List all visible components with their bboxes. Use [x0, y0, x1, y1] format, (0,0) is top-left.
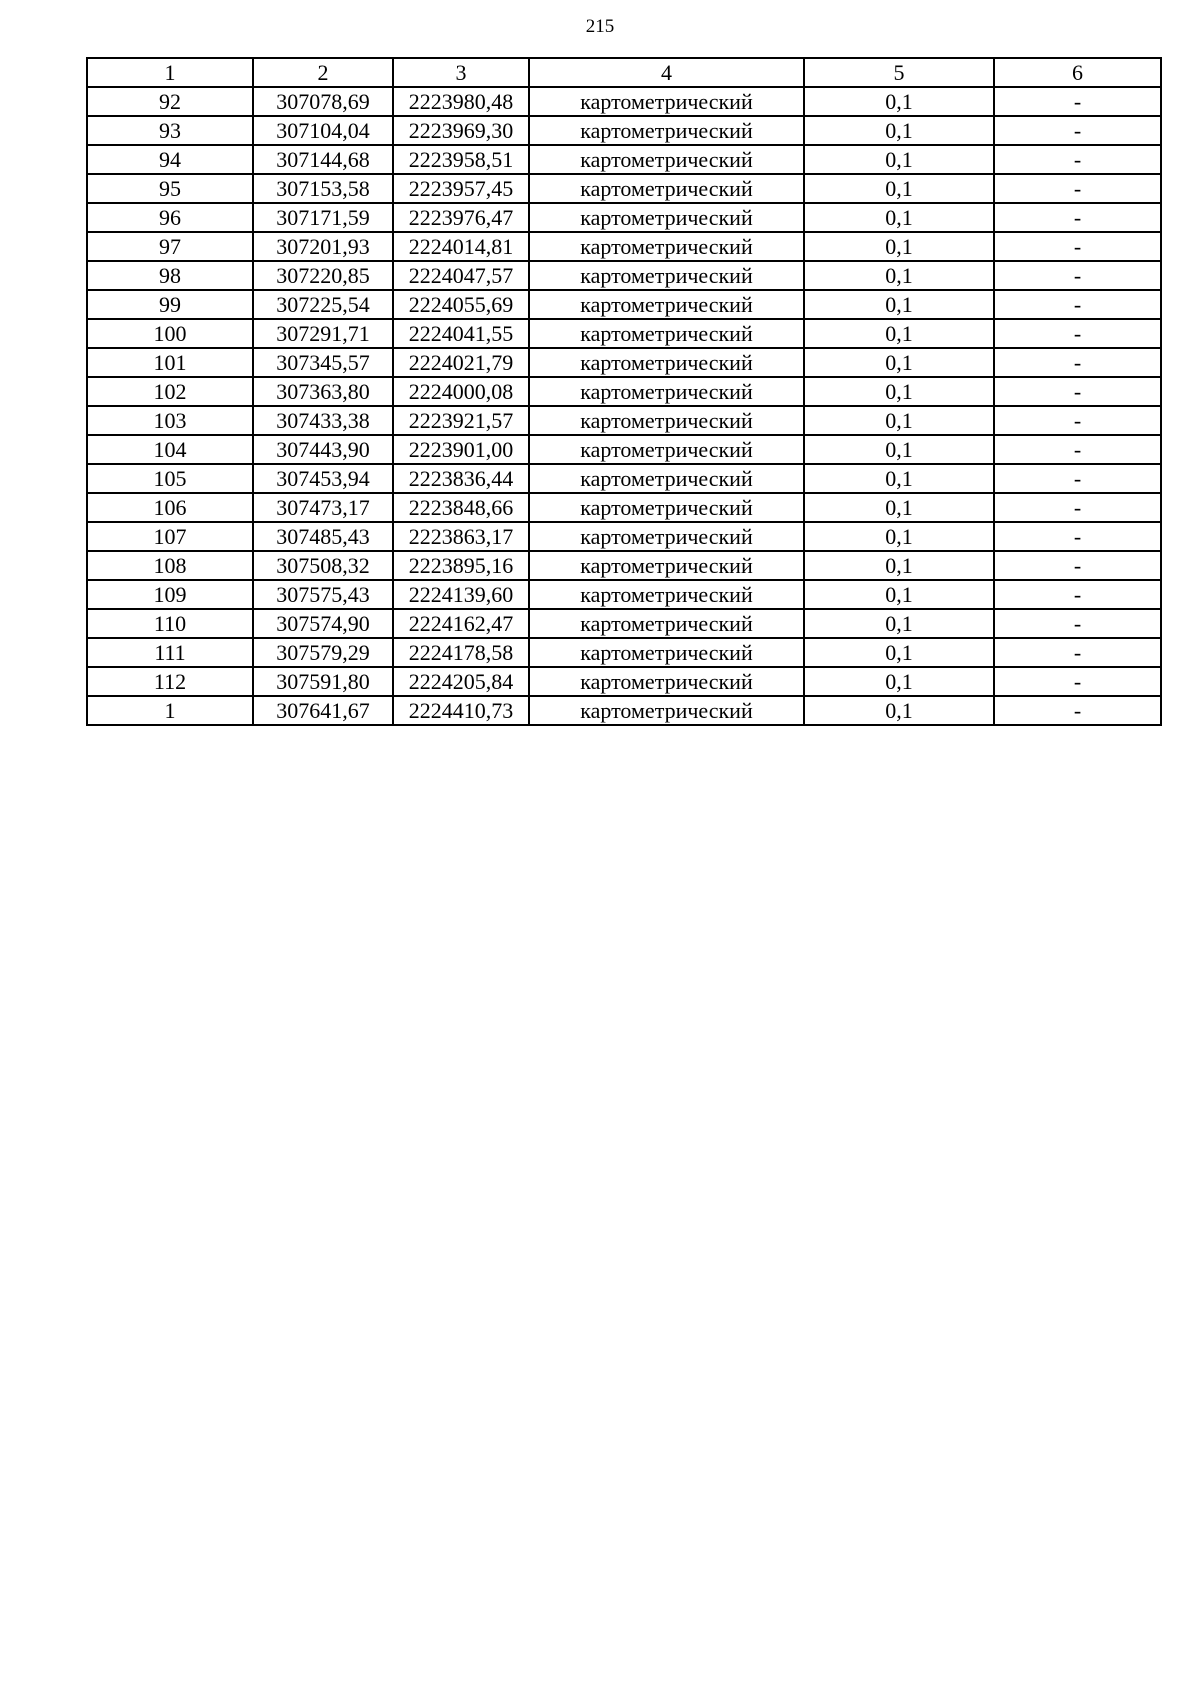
point-number-cell: 105	[87, 464, 253, 493]
column-header: 3	[393, 58, 529, 87]
note-cell: -	[994, 435, 1161, 464]
table-row	[87, 406, 1161, 435]
x-coordinate-cell: 307443,90	[253, 435, 393, 464]
accuracy-cell: 0,1	[804, 232, 994, 261]
table-row	[87, 261, 1161, 290]
point-number-cell: 109	[87, 580, 253, 609]
table-row	[87, 464, 1161, 493]
table-header-row	[87, 58, 1161, 87]
accuracy-cell: 0,1	[804, 522, 994, 551]
method-cell: картометрический	[529, 319, 804, 348]
x-coordinate-cell: 307641,67	[253, 696, 393, 725]
y-coordinate-cell: 2224178,58	[393, 638, 529, 667]
point-number-cell: 108	[87, 551, 253, 580]
coordinates-table	[86, 57, 1162, 726]
point-number-cell: 104	[87, 435, 253, 464]
table-row	[87, 174, 1161, 203]
method-cell: картометрический	[529, 203, 804, 232]
point-number-cell: 106	[87, 493, 253, 522]
table-row	[87, 348, 1161, 377]
method-cell: картометрический	[529, 522, 804, 551]
method-cell: картометрический	[529, 290, 804, 319]
note-cell: -	[994, 116, 1161, 145]
table-row	[87, 290, 1161, 319]
note-cell: -	[994, 203, 1161, 232]
table-row	[87, 377, 1161, 406]
note-cell: -	[994, 580, 1161, 609]
y-coordinate-cell: 2223958,51	[393, 145, 529, 174]
method-cell: картометрический	[529, 377, 804, 406]
y-coordinate-cell: 2224205,84	[393, 667, 529, 696]
point-number-cell: 112	[87, 667, 253, 696]
y-coordinate-cell: 2223848,66	[393, 493, 529, 522]
y-coordinate-cell: 2223863,17	[393, 522, 529, 551]
accuracy-cell: 0,1	[804, 696, 994, 725]
x-coordinate-cell: 307225,54	[253, 290, 393, 319]
y-coordinate-cell: 2224055,69	[393, 290, 529, 319]
method-cell: картометрический	[529, 348, 804, 377]
point-number-cell: 96	[87, 203, 253, 232]
x-coordinate-cell: 307473,17	[253, 493, 393, 522]
point-number-cell: 1	[87, 696, 253, 725]
method-cell: картометрический	[529, 174, 804, 203]
x-coordinate-cell: 307078,69	[253, 87, 393, 116]
x-coordinate-cell: 307345,57	[253, 348, 393, 377]
accuracy-cell: 0,1	[804, 638, 994, 667]
point-number-cell: 102	[87, 377, 253, 406]
x-coordinate-cell: 307363,80	[253, 377, 393, 406]
point-number-cell: 100	[87, 319, 253, 348]
point-number-cell: 107	[87, 522, 253, 551]
coordinates-table-body	[87, 58, 1161, 725]
note-cell: -	[994, 696, 1161, 725]
table-row	[87, 609, 1161, 638]
note-cell: -	[994, 87, 1161, 116]
accuracy-cell: 0,1	[804, 667, 994, 696]
method-cell: картометрический	[529, 261, 804, 290]
y-coordinate-cell: 2223901,00	[393, 435, 529, 464]
point-number-cell: 97	[87, 232, 253, 261]
x-coordinate-cell: 307591,80	[253, 667, 393, 696]
table-row	[87, 116, 1161, 145]
x-coordinate-cell: 307579,29	[253, 638, 393, 667]
x-coordinate-cell: 307201,93	[253, 232, 393, 261]
column-header: 6	[994, 58, 1161, 87]
x-coordinate-cell: 307291,71	[253, 319, 393, 348]
y-coordinate-cell: 2224041,55	[393, 319, 529, 348]
point-number-cell: 92	[87, 87, 253, 116]
point-number-cell: 98	[87, 261, 253, 290]
point-number-cell: 95	[87, 174, 253, 203]
column-header: 1	[87, 58, 253, 87]
method-cell: картометрический	[529, 406, 804, 435]
table-row	[87, 551, 1161, 580]
table-row	[87, 580, 1161, 609]
y-coordinate-cell: 2224021,79	[393, 348, 529, 377]
method-cell: картометрический	[529, 464, 804, 493]
x-coordinate-cell: 307433,38	[253, 406, 393, 435]
x-coordinate-cell: 307508,32	[253, 551, 393, 580]
point-number-cell: 111	[87, 638, 253, 667]
method-cell: картометрический	[529, 145, 804, 174]
x-coordinate-cell: 307485,43	[253, 522, 393, 551]
accuracy-cell: 0,1	[804, 580, 994, 609]
accuracy-cell: 0,1	[804, 551, 994, 580]
table-row	[87, 435, 1161, 464]
note-cell: -	[994, 551, 1161, 580]
method-cell: картометрический	[529, 609, 804, 638]
column-header: 4	[529, 58, 804, 87]
method-cell: картометрический	[529, 696, 804, 725]
column-header: 2	[253, 58, 393, 87]
accuracy-cell: 0,1	[804, 377, 994, 406]
note-cell: -	[994, 145, 1161, 174]
accuracy-cell: 0,1	[804, 290, 994, 319]
y-coordinate-cell: 2223980,48	[393, 87, 529, 116]
method-cell: картометрический	[529, 493, 804, 522]
column-header: 5	[804, 58, 994, 87]
accuracy-cell: 0,1	[804, 145, 994, 174]
point-number-cell: 93	[87, 116, 253, 145]
table-row	[87, 696, 1161, 725]
y-coordinate-cell: 2224410,73	[393, 696, 529, 725]
x-coordinate-cell: 307220,85	[253, 261, 393, 290]
method-cell: картометрический	[529, 551, 804, 580]
method-cell: картометрический	[529, 638, 804, 667]
y-coordinate-cell: 2224047,57	[393, 261, 529, 290]
accuracy-cell: 0,1	[804, 348, 994, 377]
accuracy-cell: 0,1	[804, 435, 994, 464]
accuracy-cell: 0,1	[804, 203, 994, 232]
note-cell: -	[994, 319, 1161, 348]
table-row	[87, 493, 1161, 522]
y-coordinate-cell: 2224000,08	[393, 377, 529, 406]
accuracy-cell: 0,1	[804, 116, 994, 145]
y-coordinate-cell: 2223921,57	[393, 406, 529, 435]
x-coordinate-cell: 307574,90	[253, 609, 393, 638]
note-cell: -	[994, 232, 1161, 261]
x-coordinate-cell: 307575,43	[253, 580, 393, 609]
note-cell: -	[994, 609, 1161, 638]
point-number-cell: 110	[87, 609, 253, 638]
accuracy-cell: 0,1	[804, 609, 994, 638]
table-row	[87, 87, 1161, 116]
note-cell: -	[994, 667, 1161, 696]
y-coordinate-cell: 2224014,81	[393, 232, 529, 261]
note-cell: -	[994, 493, 1161, 522]
table-row	[87, 522, 1161, 551]
x-coordinate-cell: 307453,94	[253, 464, 393, 493]
method-cell: картометрический	[529, 232, 804, 261]
y-coordinate-cell: 2223957,45	[393, 174, 529, 203]
table-row	[87, 203, 1161, 232]
table-row	[87, 145, 1161, 174]
y-coordinate-cell: 2223969,30	[393, 116, 529, 145]
x-coordinate-cell: 307104,04	[253, 116, 393, 145]
x-coordinate-cell: 307153,58	[253, 174, 393, 203]
note-cell: -	[994, 406, 1161, 435]
method-cell: картометрический	[529, 667, 804, 696]
point-number-cell: 99	[87, 290, 253, 319]
y-coordinate-cell: 2224162,47	[393, 609, 529, 638]
note-cell: -	[994, 377, 1161, 406]
method-cell: картометрический	[529, 580, 804, 609]
accuracy-cell: 0,1	[804, 261, 994, 290]
accuracy-cell: 0,1	[804, 406, 994, 435]
x-coordinate-cell: 307144,68	[253, 145, 393, 174]
y-coordinate-cell: 2223836,44	[393, 464, 529, 493]
accuracy-cell: 0,1	[804, 87, 994, 116]
accuracy-cell: 0,1	[804, 174, 994, 203]
note-cell: -	[994, 290, 1161, 319]
y-coordinate-cell: 2223976,47	[393, 203, 529, 232]
point-number-cell: 103	[87, 406, 253, 435]
note-cell: -	[994, 638, 1161, 667]
note-cell: -	[994, 522, 1161, 551]
point-number-cell: 94	[87, 145, 253, 174]
point-number-cell: 101	[87, 348, 253, 377]
note-cell: -	[994, 348, 1161, 377]
y-coordinate-cell: 2224139,60	[393, 580, 529, 609]
note-cell: -	[994, 261, 1161, 290]
x-coordinate-cell: 307171,59	[253, 203, 393, 232]
accuracy-cell: 0,1	[804, 464, 994, 493]
table-row	[87, 319, 1161, 348]
method-cell: картометрический	[529, 116, 804, 145]
note-cell: -	[994, 464, 1161, 493]
y-coordinate-cell: 2223895,16	[393, 551, 529, 580]
page-number: 215	[585, 16, 615, 37]
accuracy-cell: 0,1	[804, 493, 994, 522]
method-cell: картометрический	[529, 87, 804, 116]
table-row	[87, 232, 1161, 261]
table-row	[87, 667, 1161, 696]
method-cell: картометрический	[529, 435, 804, 464]
note-cell: -	[994, 174, 1161, 203]
accuracy-cell: 0,1	[804, 319, 994, 348]
table-row	[87, 638, 1161, 667]
